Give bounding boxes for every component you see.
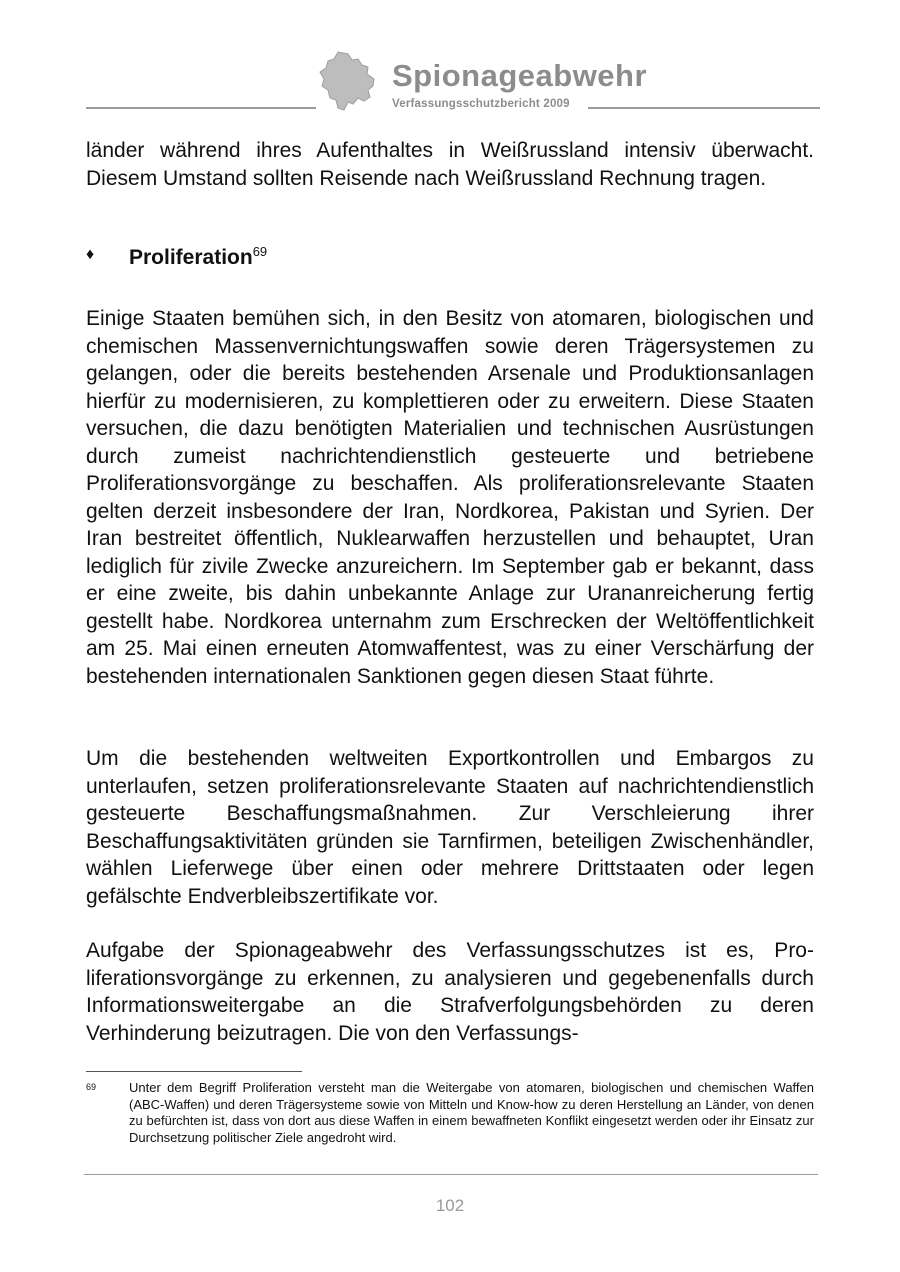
section-title-wrapper <box>129 244 267 270</box>
header-subtitle: Verfassungsschutzbericht 2009 <box>392 98 570 110</box>
header-rule-left <box>86 107 316 109</box>
header-title: Spionageabwehr <box>392 58 648 93</box>
footnote-number: 69 <box>86 1082 97 1092</box>
paragraph-1: Einige Staaten bemühen sich, in den Besitz von atomaren, biologischen und chemischen Massenvernichtungswaffen sowie deren Trägersystemen zu gelangen, oder die bereits bestehenden Arsenale und Produktionsanlagen hierfür zu modernisieren, zu komplettieren oder zu erweitern. Diese Staaten versuchen, die dazu benötigten Materialien und technischen Ausrüstungen durch zumeist nachrichtendienstlich gesteuerte und betriebene Proliferationsvorgänge zu beschaffen. Als proliferationsrelevante Staaten gelten derzeit insbesondere der Iran, Nordkorea, Pakistan und Syrien. Der Iran bestreitet öffentlich, Nuklearwaffen herzustellen und behauptet, Uran lediglich für zivile Zwecke anzureichern. Im September gab er bekannt, dass er eine zweite, bis dahin unbekannte Anlage zur Urananreicherung fertig gestellt habe. Nordkorea unternahm zum Erschrecken der Weltöffentlichkeit am 25. Mai einen erneuten Atomwaffentest, was zu einer Verschärfung der bestehenden internationalen Sanktionen gegen diesen Staat führte. <box>86 307 814 688</box>
page-header <box>0 0 900 120</box>
footnote-separator <box>86 1071 302 1072</box>
paragraph-3: Aufgabe der Spionageabwehr des Verfassungsschutzes ist es, Proliferationsvorgänge zu erkennen, zu analysieren und gegebenenfalls durch Informationsweitergabe an die Strafverfolgungsbehörden zu deren Verhinderung beizutragen. Die von den Verfassungs- <box>86 939 814 1045</box>
page-number: 102 <box>435 1196 465 1215</box>
footer-rule <box>84 1174 818 1175</box>
paragraph-2: Um die bestehenden weltweiten Exportkontrollen und Embargos zu unterlaufen, setzen proliferationsrelevante Staaten auf nachrichtendienstlich gesteuerte Beschaffungsmaßnahmen. Zur Verschleierung ihrer Beschaffungsaktivitäten gründen sie Tarnfirmen, beteiligen Zwischenhändler, wählen Lieferwege über einen oder mehrere Drittstaaten oder legen gefälschte Endverbleibszertifikate vor. <box>86 747 814 908</box>
footnote-text: Unter dem Begriff Proliferation versteht man die Weitergabe von atomaren, biologischen und chemischen Waffen (ABC-Waffen) und deren Trägersysteme sowie von Mitteln und Know-how zu deren Herstellung an Länder, von denen zu befürchten ist, dass von dort aus diese Waffen in einem bewaffneten Konflikt eingesetzt werden oder ihr Einsatz zur Durchsetzung politischer Ziele angedroht wird. <box>129 1080 814 1145</box>
header-rule-right <box>588 107 820 109</box>
section-title: Proliferation <box>129 246 253 269</box>
saxony-anhalt-map-icon <box>318 50 380 114</box>
diamond-bullet-icon: ♦ <box>86 246 95 263</box>
intro-paragraph: länder während ihres Aufenthaltes in Weißrussland intensiv überwacht. Diesem Umstand sollten Reisende nach Weißrussland Rechnung tragen. <box>86 139 814 190</box>
footnote-reference[interactable]: 69 <box>252 244 268 259</box>
